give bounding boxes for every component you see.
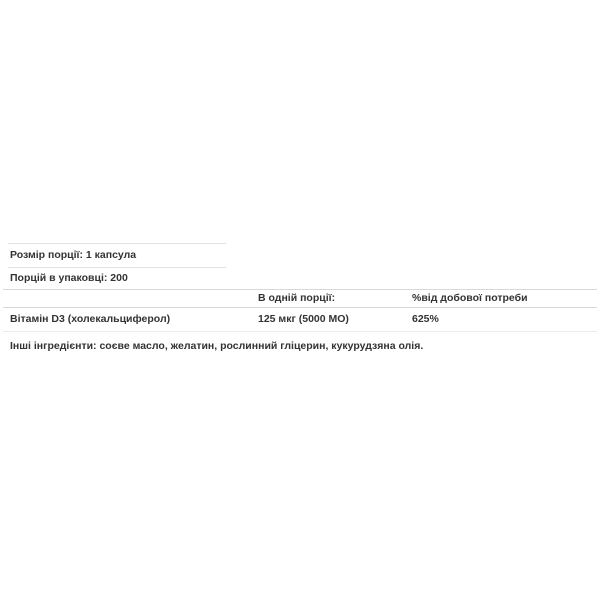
other-ingredients-text: Інші інгредієнти: соєве масло, желатин, рослинний гліцерин, кукурудзяна олія. <box>10 340 424 352</box>
other-ingredients-row <box>0 332 600 353</box>
supplement-facts-table <box>0 243 600 353</box>
nutrient-daily-value: 625% <box>412 313 439 325</box>
table-row <box>0 308 600 331</box>
serving-size-text: Розмір порції: 1 капсула <box>10 249 137 261</box>
nutrient-amount: 125 мкг (5000 МО) <box>258 313 349 325</box>
amount-per-serving-header: В одній порції: <box>258 292 336 304</box>
daily-value-header: %від добової потреби <box>412 292 528 304</box>
serving-size-row <box>0 244 600 267</box>
servings-per-container-row <box>0 268 600 289</box>
nutrient-name: Вітамін D3 (холекальциферол) <box>10 313 171 325</box>
servings-per-container-text: Порцій в упаковці: 200 <box>10 272 128 284</box>
table-header-row <box>0 290 600 307</box>
